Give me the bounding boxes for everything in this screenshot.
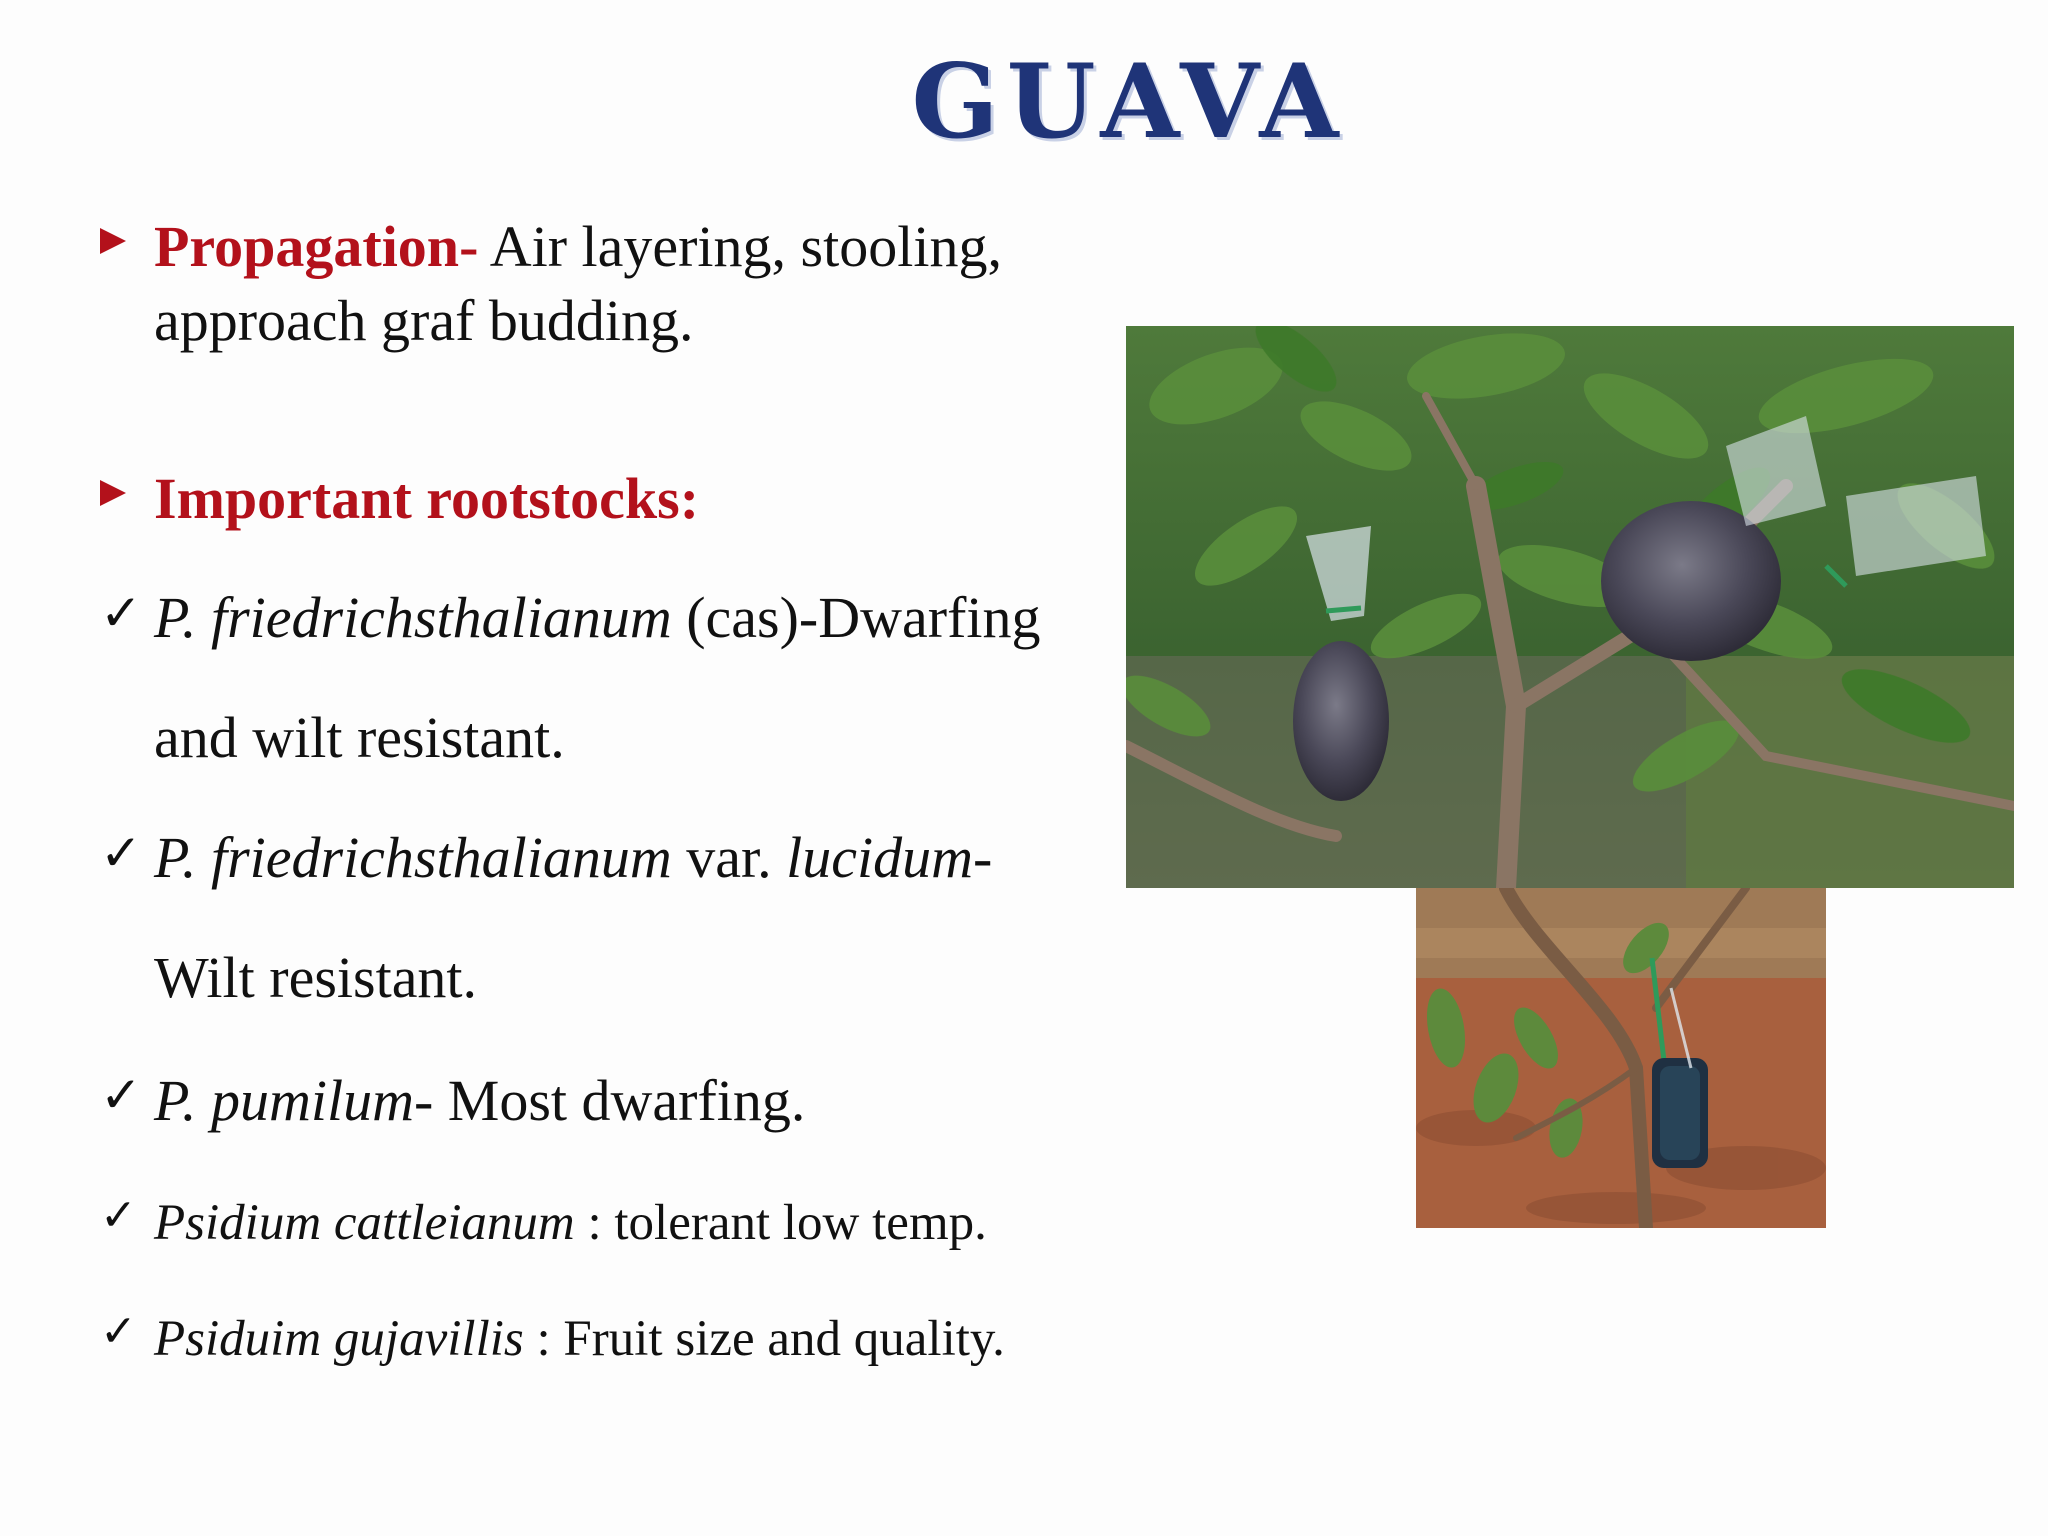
rootstock-2-name: P. friedrichsthalianum — [154, 825, 672, 890]
propagation-line2: approach graf budding. — [154, 288, 694, 353]
rootstock-2-desc-line2: Wilt resistant. — [154, 945, 478, 1010]
rootstock-1-name: P. friedrichsthalianum — [154, 585, 672, 650]
rootstock-item-1 — [100, 586, 1140, 798]
rootstock-item-3 — [100, 1068, 1140, 1138]
rootstock-4-name: Psidium cattleianum — [154, 1195, 575, 1251]
rootstock-4-desc: : tolerant low temp. — [574, 1195, 987, 1251]
rootstock-item-2 — [100, 826, 1140, 1038]
rooted-layer-photo — [1416, 888, 1826, 1228]
propagation-label: Propagation- — [154, 214, 479, 279]
triangle-bullet-icon — [100, 228, 126, 254]
propagation-bullet — [100, 210, 1140, 358]
checkmark-icon: ✓ — [100, 585, 142, 641]
rootstock-item-5 — [100, 1308, 1140, 1374]
rootstocks-bullet — [100, 462, 1140, 536]
propagation-line1: Air layering, stooling, — [478, 214, 1002, 279]
rootstock-2-var: lucidum — [786, 825, 973, 890]
rootstock-1-desc: (cas)-Dwarfing — [671, 585, 1041, 650]
rootstock-1-desc-line2: and wilt resistant. — [154, 705, 565, 770]
rootstock-5-name: Psiduim gujavillis — [154, 1311, 524, 1367]
checkmark-icon: ✓ — [100, 1307, 137, 1356]
air-layering-photo — [1126, 326, 2014, 888]
rootstock-3-name: P. pumilum — [154, 1068, 414, 1133]
propagation-text — [154, 210, 1140, 358]
slide-title: GUAVA — [911, 42, 1347, 162]
rootstock-2-mid: var. — [671, 825, 787, 890]
rootstocks-heading: Important rootstocks: — [154, 466, 700, 531]
triangle-bullet-icon — [100, 480, 126, 506]
checkmark-icon: ✓ — [100, 1191, 137, 1240]
rootstock-item-4 — [100, 1192, 1140, 1258]
checkmark-icon: ✓ — [100, 825, 142, 881]
rootstock-5-desc: : Fruit size and quality. — [523, 1311, 1005, 1367]
rootstock-2-dash: - — [972, 825, 993, 890]
rootstock-3-desc: - Most dwarfing. — [413, 1068, 806, 1133]
checkmark-icon: ✓ — [100, 1067, 142, 1123]
